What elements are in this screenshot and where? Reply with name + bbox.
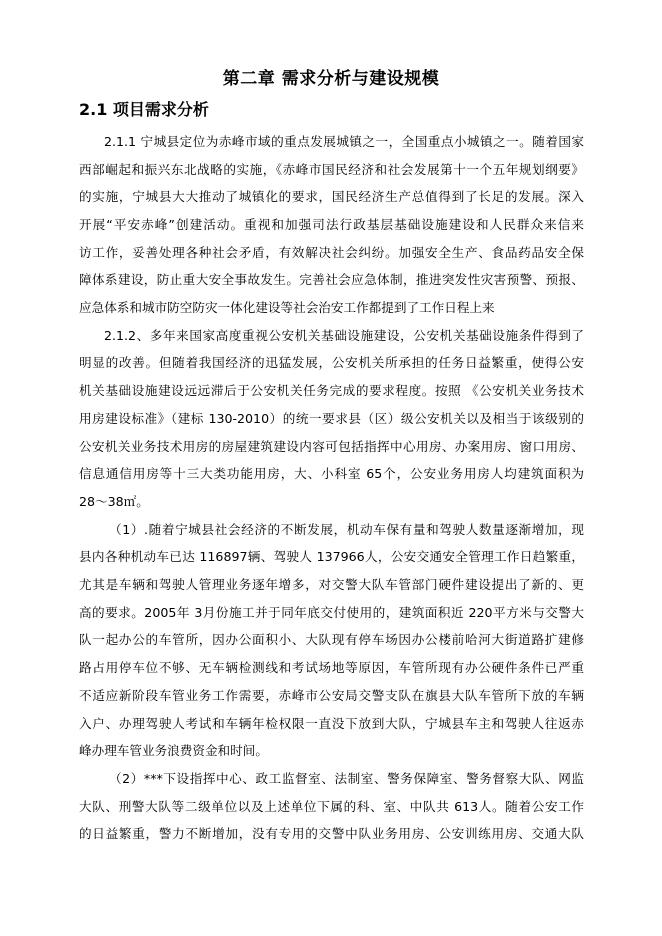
paragraph-line: 信息通信用房等十三大类功能用房，大、小科室 65个，公安业务用房人均建筑面积为 (79, 466, 584, 481)
paragraph-line: 障体系建设，防止重大安全事故发生。完善社会应急体制，推进突发性灾害预警、预报、 (79, 272, 584, 287)
paragraph-line: 尤其是车辆和驾驶人管理业务逐年增多，对交警大队车管部门硬件建设提出了新的、更 (79, 577, 584, 592)
paragraph-line: 不适应新阶段车管业务工作需要，赤峰市公安局交警支队在旗县大队车管所下放的车辆 (79, 688, 584, 703)
paragraph-line: 2.1.1 宁城县定位为赤峰市域的重点发展城镇之一，全国重点小城镇之一。随着国家 (104, 134, 584, 149)
section-title: 2.1 项目需求分析 (79, 100, 209, 119)
chapter-title: 第二章 需求分析与建设规模 (222, 69, 440, 89)
paragraph-line: 公安机关业务技术用房的房屋建筑建设内容可包括指挥中心用房、办案用房、窗口用房、 (79, 439, 584, 454)
paragraph-line: 开展“平安赤峰”创建活动。重视和加强司法行政基层基础设施建设和人民群众来信来 (79, 217, 584, 232)
paragraph-line: 明显的改善。但随着我国经济的迅猛发展，公安机关所承担的任务日益繁重，使得公安 (79, 355, 584, 370)
paragraph-line: 2.1.2、多年来国家高度重视公安机关基础设施建设，公安机关基础设施条件得到了 (104, 328, 584, 343)
paragraph-line: 县内各种机动车已达 116897辆、驾驶人 137966人，公安交通安全管理工作日趋繁重， (79, 549, 584, 564)
paragraph-line: 访工作，妥善处理各种社会矛盾，有效解决社会纠纷。加强安全生产、食品药品安全保 (79, 245, 584, 260)
paragraph-line: 用房建设标准》（建标 130-2010）的统一要求县（区）级公安机关以及相当于该级别的 (79, 411, 584, 426)
paragraph-line: （1）.随着宁城县社会经济的不断发展，机动车保有量和驾驶人数量逐渐增加，现 (109, 522, 584, 537)
paragraph-line: （2）***下设指挥中心、政工监督室、法制室、警务保障室、警务督察大队、网监 (109, 771, 584, 786)
paragraph-line: 的日益繁重，警力不断增加，没有专用的交警中队业务用房、公安训练用房、交通大队 (79, 826, 584, 841)
paragraph-line: 28～38㎡。 (79, 494, 149, 509)
paragraph-line: 大队、刑警大队等二级单位以及上述单位下属的科、室、中队共 613人。随着公安工作 (79, 799, 584, 814)
paragraph-line: 入户、办理驾驶人考试和车辆年检权限一直没下放到大队，宁城县车主和驾驶人往返赤 (79, 716, 584, 731)
paragraph-line: 机关基础设施建设远远滞后于公安机关任务完成的要求程度。按照 《公安机关业务技术 (79, 383, 584, 398)
paragraph-line: 西部崛起和振兴东北战略的实施，《赤峰市国民经济和社会发展第十一个五年规划纲要》 (79, 162, 584, 177)
paragraph-line: 应急体系和城市防空防灾一体化建设等社会治安工作都提到了工作日程上来 (79, 300, 495, 315)
paragraph-line: 峰办理车管业务浪费资金和时间。 (79, 743, 268, 758)
paragraph-line: 的实施，宁城县大大推动了城镇化的要求，国民经济生产总值得到了长足的发展。深入 (79, 189, 584, 204)
paragraph-line: 路占用停车位不够、无车辆检测线和考试场地等原因，车管所现有办公硬件条件已严重 (79, 660, 584, 675)
paragraph-line: 高的要求。2005年 3月份施工并于同年底交付使用的，建筑面积近 220平方米与交警大 (79, 605, 584, 620)
paragraph-line: 队一起办公的车管所，因办公面积小、大队现有停车场因办公楼前哈河大街道路扩建修 (79, 632, 584, 647)
